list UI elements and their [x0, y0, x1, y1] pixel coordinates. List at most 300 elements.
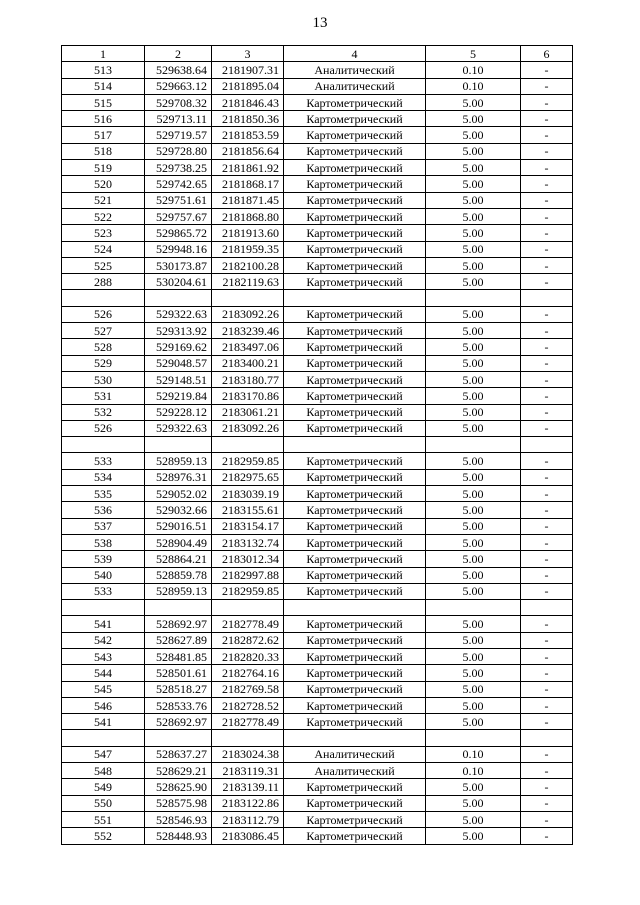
note-cell: - — [521, 306, 573, 322]
method-cell: Картометрический — [284, 192, 426, 208]
point-number-cell: 518 — [62, 143, 145, 159]
accuracy-cell: 5.00 — [426, 714, 521, 730]
table-row — [62, 714, 573, 730]
accuracy-cell: 5.00 — [426, 583, 521, 599]
y-coordinate-cell: 2182975.65 — [212, 469, 284, 485]
accuracy-cell: 5.00 — [426, 306, 521, 322]
table-row — [62, 632, 573, 648]
accuracy-cell: 0.10 — [426, 62, 521, 78]
x-coordinate-cell: 528864.21 — [145, 551, 212, 567]
y-coordinate-cell — [212, 290, 284, 306]
y-coordinate-cell: 2181871.45 — [212, 192, 284, 208]
accuracy-cell: 5.00 — [426, 534, 521, 550]
method-cell: Картометрический — [284, 714, 426, 730]
point-number-cell: 519 — [62, 160, 145, 176]
note-cell: - — [521, 160, 573, 176]
page-number: 13 — [312, 15, 328, 31]
method-cell: Картометрический — [284, 257, 426, 273]
note-cell: - — [521, 420, 573, 436]
table-row — [62, 616, 573, 632]
accuracy-cell: 5.00 — [426, 567, 521, 583]
y-coordinate-cell: 2183092.26 — [212, 420, 284, 436]
y-coordinate-cell — [212, 730, 284, 746]
y-coordinate-cell: 2183086.45 — [212, 828, 284, 844]
note-cell: - — [521, 111, 573, 127]
y-coordinate-cell: 2182778.49 — [212, 616, 284, 632]
note-cell: - — [521, 94, 573, 110]
accuracy-cell: 0.10 — [426, 746, 521, 762]
note-cell: - — [521, 714, 573, 730]
y-coordinate-cell: 2181853.59 — [212, 127, 284, 143]
accuracy-cell: 5.00 — [426, 665, 521, 681]
x-coordinate-cell: 529728.80 — [145, 143, 212, 159]
x-coordinate-cell: 529016.51 — [145, 518, 212, 534]
accuracy-cell: 5.00 — [426, 323, 521, 339]
y-coordinate-cell: 2181907.31 — [212, 62, 284, 78]
note-cell: - — [521, 388, 573, 404]
method-cell: Картометрический — [284, 208, 426, 224]
accuracy-cell: 5.00 — [426, 648, 521, 664]
y-coordinate-cell: 2183132.74 — [212, 534, 284, 550]
y-coordinate-cell: 2182778.49 — [212, 714, 284, 730]
table-row — [62, 111, 573, 127]
method-cell: Аналитический — [284, 78, 426, 94]
x-coordinate-cell: 530173.87 — [145, 257, 212, 273]
point-number-cell: 528 — [62, 339, 145, 355]
x-coordinate-cell: 529708.32 — [145, 94, 212, 110]
method-cell: Картометрический — [284, 811, 426, 827]
point-number-cell: 532 — [62, 404, 145, 420]
x-coordinate-cell: 529742.65 — [145, 176, 212, 192]
method-cell — [284, 437, 426, 453]
y-coordinate-cell: 2181868.17 — [212, 176, 284, 192]
point-number-cell: 516 — [62, 111, 145, 127]
accuracy-cell: 5.00 — [426, 404, 521, 420]
table-row — [62, 811, 573, 827]
x-coordinate-cell: 528904.49 — [145, 534, 212, 550]
table-row — [62, 746, 573, 762]
accuracy-cell: 5.00 — [426, 339, 521, 355]
note-cell: - — [521, 795, 573, 811]
accuracy-cell: 5.00 — [426, 257, 521, 273]
point-number-cell: 535 — [62, 486, 145, 502]
y-coordinate-cell: 2182820.33 — [212, 648, 284, 664]
y-coordinate-cell: 2181895.04 — [212, 78, 284, 94]
accuracy-cell: 5.00 — [426, 371, 521, 387]
note-cell: - — [521, 453, 573, 469]
method-cell: Картометрический — [284, 388, 426, 404]
x-coordinate-cell: 528627.89 — [145, 632, 212, 648]
note-cell: - — [521, 225, 573, 241]
point-number-cell — [62, 730, 145, 746]
point-number-cell: 539 — [62, 551, 145, 567]
note-cell: - — [521, 648, 573, 664]
point-number-cell: 526 — [62, 306, 145, 322]
y-coordinate-cell: 2183024.38 — [212, 746, 284, 762]
x-coordinate-cell: 528575.98 — [145, 795, 212, 811]
note-cell: - — [521, 404, 573, 420]
method-cell: Аналитический — [284, 763, 426, 779]
header-cell: 4 — [284, 46, 426, 62]
method-cell: Картометрический — [284, 453, 426, 469]
accuracy-cell: 5.00 — [426, 388, 521, 404]
point-number-cell: 537 — [62, 518, 145, 534]
table-row — [62, 127, 573, 143]
method-cell: Картометрический — [284, 665, 426, 681]
note-cell: - — [521, 208, 573, 224]
method-cell: Аналитический — [284, 746, 426, 762]
note-cell: - — [521, 371, 573, 387]
note-cell: - — [521, 616, 573, 632]
method-cell: Картометрический — [284, 551, 426, 567]
accuracy-cell: 5.00 — [426, 469, 521, 485]
y-coordinate-cell: 2183139.11 — [212, 779, 284, 795]
point-number-cell: 514 — [62, 78, 145, 94]
table-row — [62, 241, 573, 257]
y-coordinate-cell: 2181856.64 — [212, 143, 284, 159]
note-cell: - — [521, 176, 573, 192]
y-coordinate-cell: 2183170.86 — [212, 388, 284, 404]
point-number-cell: 544 — [62, 665, 145, 681]
table-row — [62, 143, 573, 159]
note-cell: - — [521, 551, 573, 567]
note-cell: - — [521, 518, 573, 534]
x-coordinate-cell: 529757.67 — [145, 208, 212, 224]
method-cell: Картометрический — [284, 127, 426, 143]
y-coordinate-cell: 2181913.60 — [212, 225, 284, 241]
accuracy-cell: 5.00 — [426, 225, 521, 241]
y-coordinate-cell: 2181861.92 — [212, 160, 284, 176]
table-row — [62, 339, 573, 355]
y-coordinate-cell — [212, 437, 284, 453]
point-number-cell: 549 — [62, 779, 145, 795]
method-cell: Картометрический — [284, 371, 426, 387]
x-coordinate-cell: 528518.27 — [145, 681, 212, 697]
x-coordinate-cell — [145, 437, 212, 453]
accuracy-cell: 0.10 — [426, 763, 521, 779]
header-cell: 6 — [521, 46, 573, 62]
y-coordinate-cell — [212, 600, 284, 616]
method-cell: Картометрический — [284, 697, 426, 713]
x-coordinate-cell — [145, 290, 212, 306]
x-coordinate-cell: 528448.93 — [145, 828, 212, 844]
note-cell: - — [521, 78, 573, 94]
table-row — [62, 648, 573, 664]
note-cell: - — [521, 192, 573, 208]
method-cell: Картометрический — [284, 339, 426, 355]
x-coordinate-cell: 529713.11 — [145, 111, 212, 127]
point-number-cell: 520 — [62, 176, 145, 192]
y-coordinate-cell: 2183039.19 — [212, 486, 284, 502]
point-number-cell: 527 — [62, 323, 145, 339]
table-body — [62, 46, 573, 845]
accuracy-cell: 5.00 — [426, 828, 521, 844]
method-cell — [284, 290, 426, 306]
accuracy-cell: 5.00 — [426, 795, 521, 811]
accuracy-cell: 0.10 — [426, 78, 521, 94]
method-cell: Картометрический — [284, 567, 426, 583]
point-number-cell: 533 — [62, 583, 145, 599]
x-coordinate-cell: 529663.12 — [145, 78, 212, 94]
note-cell: - — [521, 502, 573, 518]
y-coordinate-cell: 2181959.35 — [212, 241, 284, 257]
accuracy-cell: 5.00 — [426, 632, 521, 648]
accuracy-cell: 5.00 — [426, 486, 521, 502]
table-row — [62, 208, 573, 224]
table-row — [62, 453, 573, 469]
x-coordinate-cell: 529228.12 — [145, 404, 212, 420]
table-row — [62, 763, 573, 779]
x-coordinate-cell: 529751.61 — [145, 192, 212, 208]
method-cell: Картометрический — [284, 828, 426, 844]
accuracy-cell — [426, 437, 521, 453]
accuracy-cell: 5.00 — [426, 355, 521, 371]
x-coordinate-cell: 528481.85 — [145, 648, 212, 664]
x-coordinate-cell: 528959.13 — [145, 583, 212, 599]
x-coordinate-cell: 528546.93 — [145, 811, 212, 827]
accuracy-cell: 5.00 — [426, 143, 521, 159]
method-cell: Картометрический — [284, 404, 426, 420]
table-row — [62, 583, 573, 599]
method-cell: Картометрический — [284, 502, 426, 518]
coordinates-table — [61, 45, 573, 845]
y-coordinate-cell: 2183239.46 — [212, 323, 284, 339]
accuracy-cell: 5.00 — [426, 208, 521, 224]
y-coordinate-cell: 2183400.21 — [212, 355, 284, 371]
x-coordinate-cell: 529738.25 — [145, 160, 212, 176]
note-cell — [521, 290, 573, 306]
accuracy-cell: 5.00 — [426, 518, 521, 534]
method-cell: Картометрический — [284, 518, 426, 534]
x-coordinate-cell: 529313.92 — [145, 323, 212, 339]
table-row — [62, 551, 573, 567]
table-row — [62, 323, 573, 339]
table-row — [62, 160, 573, 176]
table-row — [62, 420, 573, 436]
y-coordinate-cell: 2182100.28 — [212, 257, 284, 273]
point-number-cell — [62, 437, 145, 453]
point-number-cell: 545 — [62, 681, 145, 697]
point-number-cell: 525 — [62, 257, 145, 273]
y-coordinate-cell: 2182728.52 — [212, 697, 284, 713]
x-coordinate-cell: 528501.61 — [145, 665, 212, 681]
y-coordinate-cell: 2182769.58 — [212, 681, 284, 697]
note-cell — [521, 730, 573, 746]
point-number-cell: 288 — [62, 274, 145, 290]
method-cell: Картометрический — [284, 160, 426, 176]
table-row — [62, 486, 573, 502]
method-cell: Картометрический — [284, 583, 426, 599]
table-row — [62, 779, 573, 795]
header-cell: 3 — [212, 46, 284, 62]
table-row — [62, 176, 573, 192]
table-row — [62, 502, 573, 518]
table-row — [62, 257, 573, 273]
accuracy-cell: 5.00 — [426, 192, 521, 208]
y-coordinate-cell: 2181850.36 — [212, 111, 284, 127]
note-cell: - — [521, 127, 573, 143]
note-cell: - — [521, 779, 573, 795]
accuracy-cell: 5.00 — [426, 160, 521, 176]
x-coordinate-cell: 528629.21 — [145, 763, 212, 779]
x-coordinate-cell: 529219.84 — [145, 388, 212, 404]
header-cell: 2 — [145, 46, 212, 62]
table-row — [62, 274, 573, 290]
point-number-cell: 540 — [62, 567, 145, 583]
separator-row — [62, 437, 573, 453]
table-row — [62, 567, 573, 583]
point-number-cell: 521 — [62, 192, 145, 208]
method-cell: Картометрический — [284, 795, 426, 811]
point-number-cell: 531 — [62, 388, 145, 404]
note-cell: - — [521, 486, 573, 502]
table-row — [62, 78, 573, 94]
note-cell: - — [521, 339, 573, 355]
method-cell: Картометрический — [284, 176, 426, 192]
separator-row — [62, 290, 573, 306]
accuracy-cell: 5.00 — [426, 551, 521, 567]
separator-row — [62, 730, 573, 746]
accuracy-cell: 5.00 — [426, 616, 521, 632]
accuracy-cell — [426, 600, 521, 616]
x-coordinate-cell: 528976.31 — [145, 469, 212, 485]
accuracy-cell: 5.00 — [426, 779, 521, 795]
table-row — [62, 94, 573, 110]
accuracy-cell: 5.00 — [426, 274, 521, 290]
table-row — [62, 62, 573, 78]
note-cell: - — [521, 681, 573, 697]
note-cell: - — [521, 746, 573, 762]
point-number-cell: 534 — [62, 469, 145, 485]
x-coordinate-cell: 529719.57 — [145, 127, 212, 143]
method-cell: Картометрический — [284, 306, 426, 322]
method-cell: Картометрический — [284, 355, 426, 371]
note-cell: - — [521, 274, 573, 290]
method-cell: Картометрический — [284, 274, 426, 290]
note-cell: - — [521, 143, 573, 159]
y-coordinate-cell: 2182959.85 — [212, 453, 284, 469]
accuracy-cell: 5.00 — [426, 94, 521, 110]
y-coordinate-cell: 2182959.85 — [212, 583, 284, 599]
x-coordinate-cell: 528692.97 — [145, 714, 212, 730]
method-cell: Картометрический — [284, 616, 426, 632]
table-row — [62, 404, 573, 420]
note-cell — [521, 437, 573, 453]
point-number-cell: 548 — [62, 763, 145, 779]
table-row — [62, 388, 573, 404]
accuracy-cell: 5.00 — [426, 111, 521, 127]
method-cell — [284, 730, 426, 746]
table-row — [62, 192, 573, 208]
method-cell: Картометрический — [284, 681, 426, 697]
note-cell: - — [521, 257, 573, 273]
table-row — [62, 371, 573, 387]
method-cell — [284, 600, 426, 616]
point-number-cell: 523 — [62, 225, 145, 241]
x-coordinate-cell: 528637.27 — [145, 746, 212, 762]
point-number-cell: 552 — [62, 828, 145, 844]
y-coordinate-cell: 2183154.17 — [212, 518, 284, 534]
y-coordinate-cell: 2183122.86 — [212, 795, 284, 811]
accuracy-cell: 5.00 — [426, 811, 521, 827]
y-coordinate-cell: 2183155.61 — [212, 502, 284, 518]
x-coordinate-cell: 529948.16 — [145, 241, 212, 257]
x-coordinate-cell: 529322.63 — [145, 420, 212, 436]
x-coordinate-cell: 529865.72 — [145, 225, 212, 241]
accuracy-cell: 5.00 — [426, 453, 521, 469]
x-coordinate-cell: 529638.64 — [145, 62, 212, 78]
table-row — [62, 665, 573, 681]
table-row — [62, 306, 573, 322]
note-cell: - — [521, 583, 573, 599]
method-cell: Картометрический — [284, 111, 426, 127]
y-coordinate-cell: 2183497.06 — [212, 339, 284, 355]
accuracy-cell: 5.00 — [426, 420, 521, 436]
method-cell: Картометрический — [284, 534, 426, 550]
note-cell: - — [521, 62, 573, 78]
y-coordinate-cell: 2183112.79 — [212, 811, 284, 827]
separator-row — [62, 600, 573, 616]
note-cell: - — [521, 828, 573, 844]
y-coordinate-cell: 2182764.16 — [212, 665, 284, 681]
x-coordinate-cell: 529148.51 — [145, 371, 212, 387]
x-coordinate-cell — [145, 600, 212, 616]
point-number-cell — [62, 290, 145, 306]
method-cell: Картометрический — [284, 469, 426, 485]
point-number-cell: 533 — [62, 453, 145, 469]
note-cell: - — [521, 697, 573, 713]
point-number-cell: 551 — [62, 811, 145, 827]
accuracy-cell — [426, 290, 521, 306]
point-number-cell: 541 — [62, 616, 145, 632]
method-cell: Картометрический — [284, 779, 426, 795]
y-coordinate-cell: 2183180.77 — [212, 371, 284, 387]
x-coordinate-cell: 529048.57 — [145, 355, 212, 371]
point-number-cell: 524 — [62, 241, 145, 257]
point-number-cell: 522 — [62, 208, 145, 224]
table-row — [62, 225, 573, 241]
point-number-cell: 550 — [62, 795, 145, 811]
accuracy-cell — [426, 730, 521, 746]
x-coordinate-cell: 529032.66 — [145, 502, 212, 518]
note-cell: - — [521, 763, 573, 779]
y-coordinate-cell: 2182872.62 — [212, 632, 284, 648]
point-number-cell: 529 — [62, 355, 145, 371]
y-coordinate-cell: 2183012.34 — [212, 551, 284, 567]
table-row — [62, 828, 573, 844]
point-number-cell: 515 — [62, 94, 145, 110]
method-cell: Картометрический — [284, 420, 426, 436]
note-cell — [521, 600, 573, 616]
y-coordinate-cell: 2183092.26 — [212, 306, 284, 322]
accuracy-cell: 5.00 — [426, 502, 521, 518]
note-cell: - — [521, 241, 573, 257]
point-number-cell: 513 — [62, 62, 145, 78]
method-cell: Аналитический — [284, 62, 426, 78]
x-coordinate-cell: 529052.02 — [145, 486, 212, 502]
y-coordinate-cell: 2181868.80 — [212, 208, 284, 224]
x-coordinate-cell: 530204.61 — [145, 274, 212, 290]
point-number-cell: 538 — [62, 534, 145, 550]
table-row — [62, 795, 573, 811]
note-cell: - — [521, 323, 573, 339]
x-coordinate-cell: 528692.97 — [145, 616, 212, 632]
method-cell: Картометрический — [284, 225, 426, 241]
table-row — [62, 697, 573, 713]
y-coordinate-cell: 2183061.21 — [212, 404, 284, 420]
method-cell: Картометрический — [284, 94, 426, 110]
point-number-cell: 542 — [62, 632, 145, 648]
